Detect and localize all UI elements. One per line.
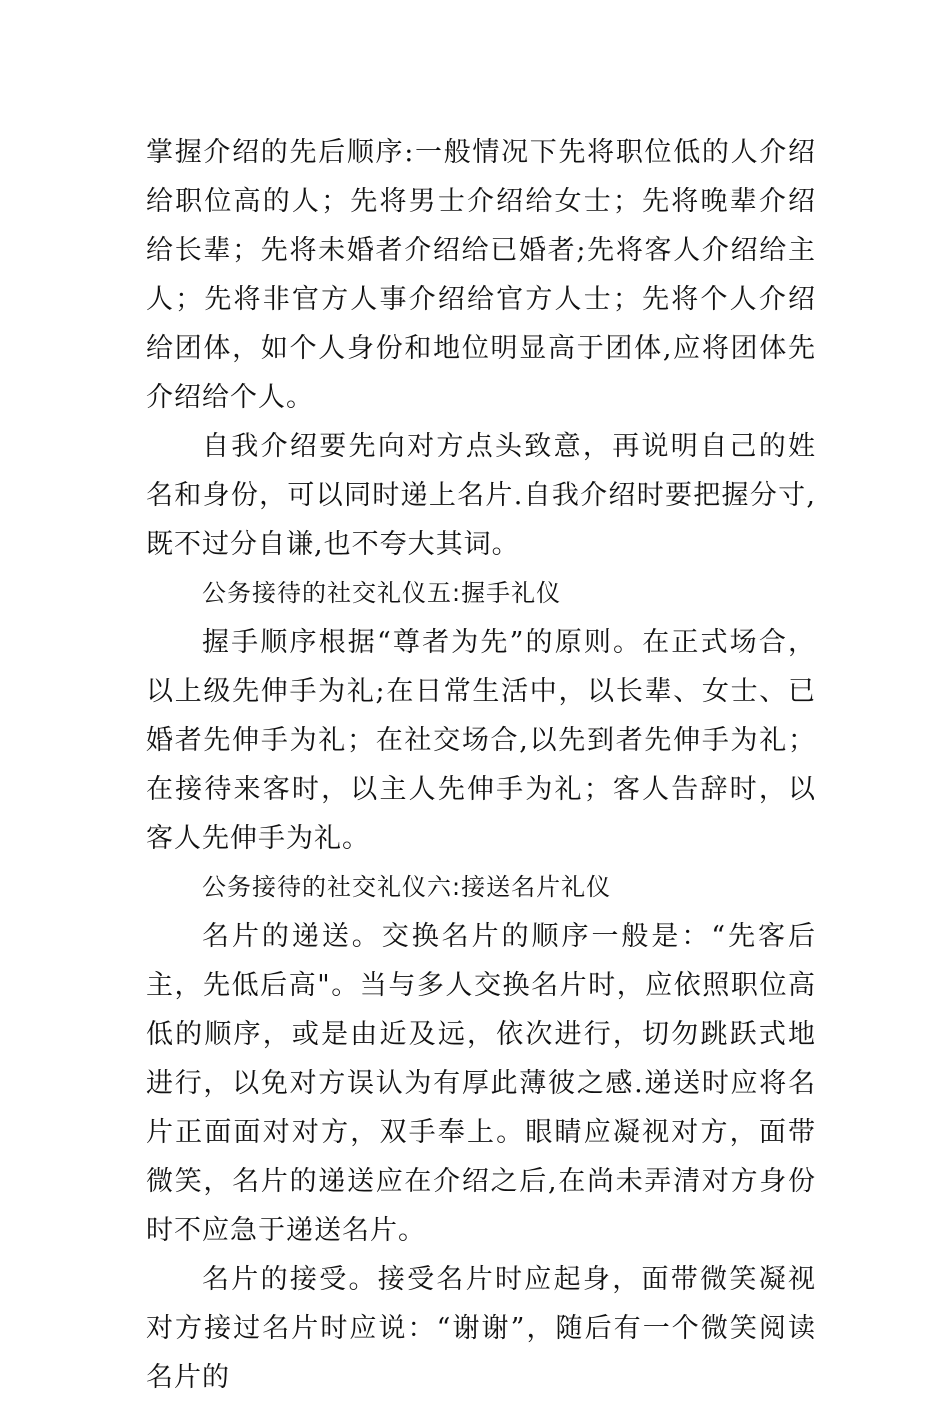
paragraph-self-introduction: 自我介绍要先向对方点头致意，再说明自己的姓名和身份，可以同时递上名片.自我介绍时要把握分寸,既不过分自谦,也不夸大其词。: [146, 431, 816, 560]
paragraph-card-receiving: 名片的接受。接受名片时应起身，面带微笑凝视对方接过名片时应说：“谢谢”，随后有一个微笑阅读名片的: [146, 1264, 816, 1393]
section-heading-business-card: 公务接待的社交礼仪六:接送名片礼仪: [202, 873, 612, 901]
paragraph-handshake-order: 握手顺序根据“尊者为先”的原则。在正式场合，以上级先伸手为礼;在日常生活中，以长辈、女士、已婚者先伸手为礼；在社交场合,以先到者先伸手为礼；在接待来客时，以主人先伸手为礼；客人告辞时，以客人先伸手为礼。: [146, 627, 816, 854]
document-body: [146, 128, 816, 1402]
paragraph-card-giving: 名片的递送。交换名片的顺序一般是：“先客后主，先低后高"。当与多人交换名片时，应依照职位高低的顺序，或是由近及远，依次进行，切勿跳跃式地进行，以免对方误认为有厚此薄彼之感.递送时应将名片正面面对对方，双手奉上。眼睛应凝视对方，面带微笑，名片的递送应在介绍之后,在尚未弄清对方身份时不应急于递送名片。: [146, 921, 816, 1246]
paragraph-introduction-order: 掌握介绍的先后顺序:一般情况下先将职位低的人介绍给职位高的人；先将男士介绍给女士；先将晚辈介绍给长辈；先将未婚者介绍给已婚者;先将客人介绍给主人；先将非官方人事介绍给官方人士；先将个人介绍给团体，如个人身份和地位明显高于团体,应将团体先介绍给个人。: [146, 137, 816, 413]
section-heading-handshake: 公务接待的社交礼仪五:握手礼仪: [202, 579, 562, 607]
